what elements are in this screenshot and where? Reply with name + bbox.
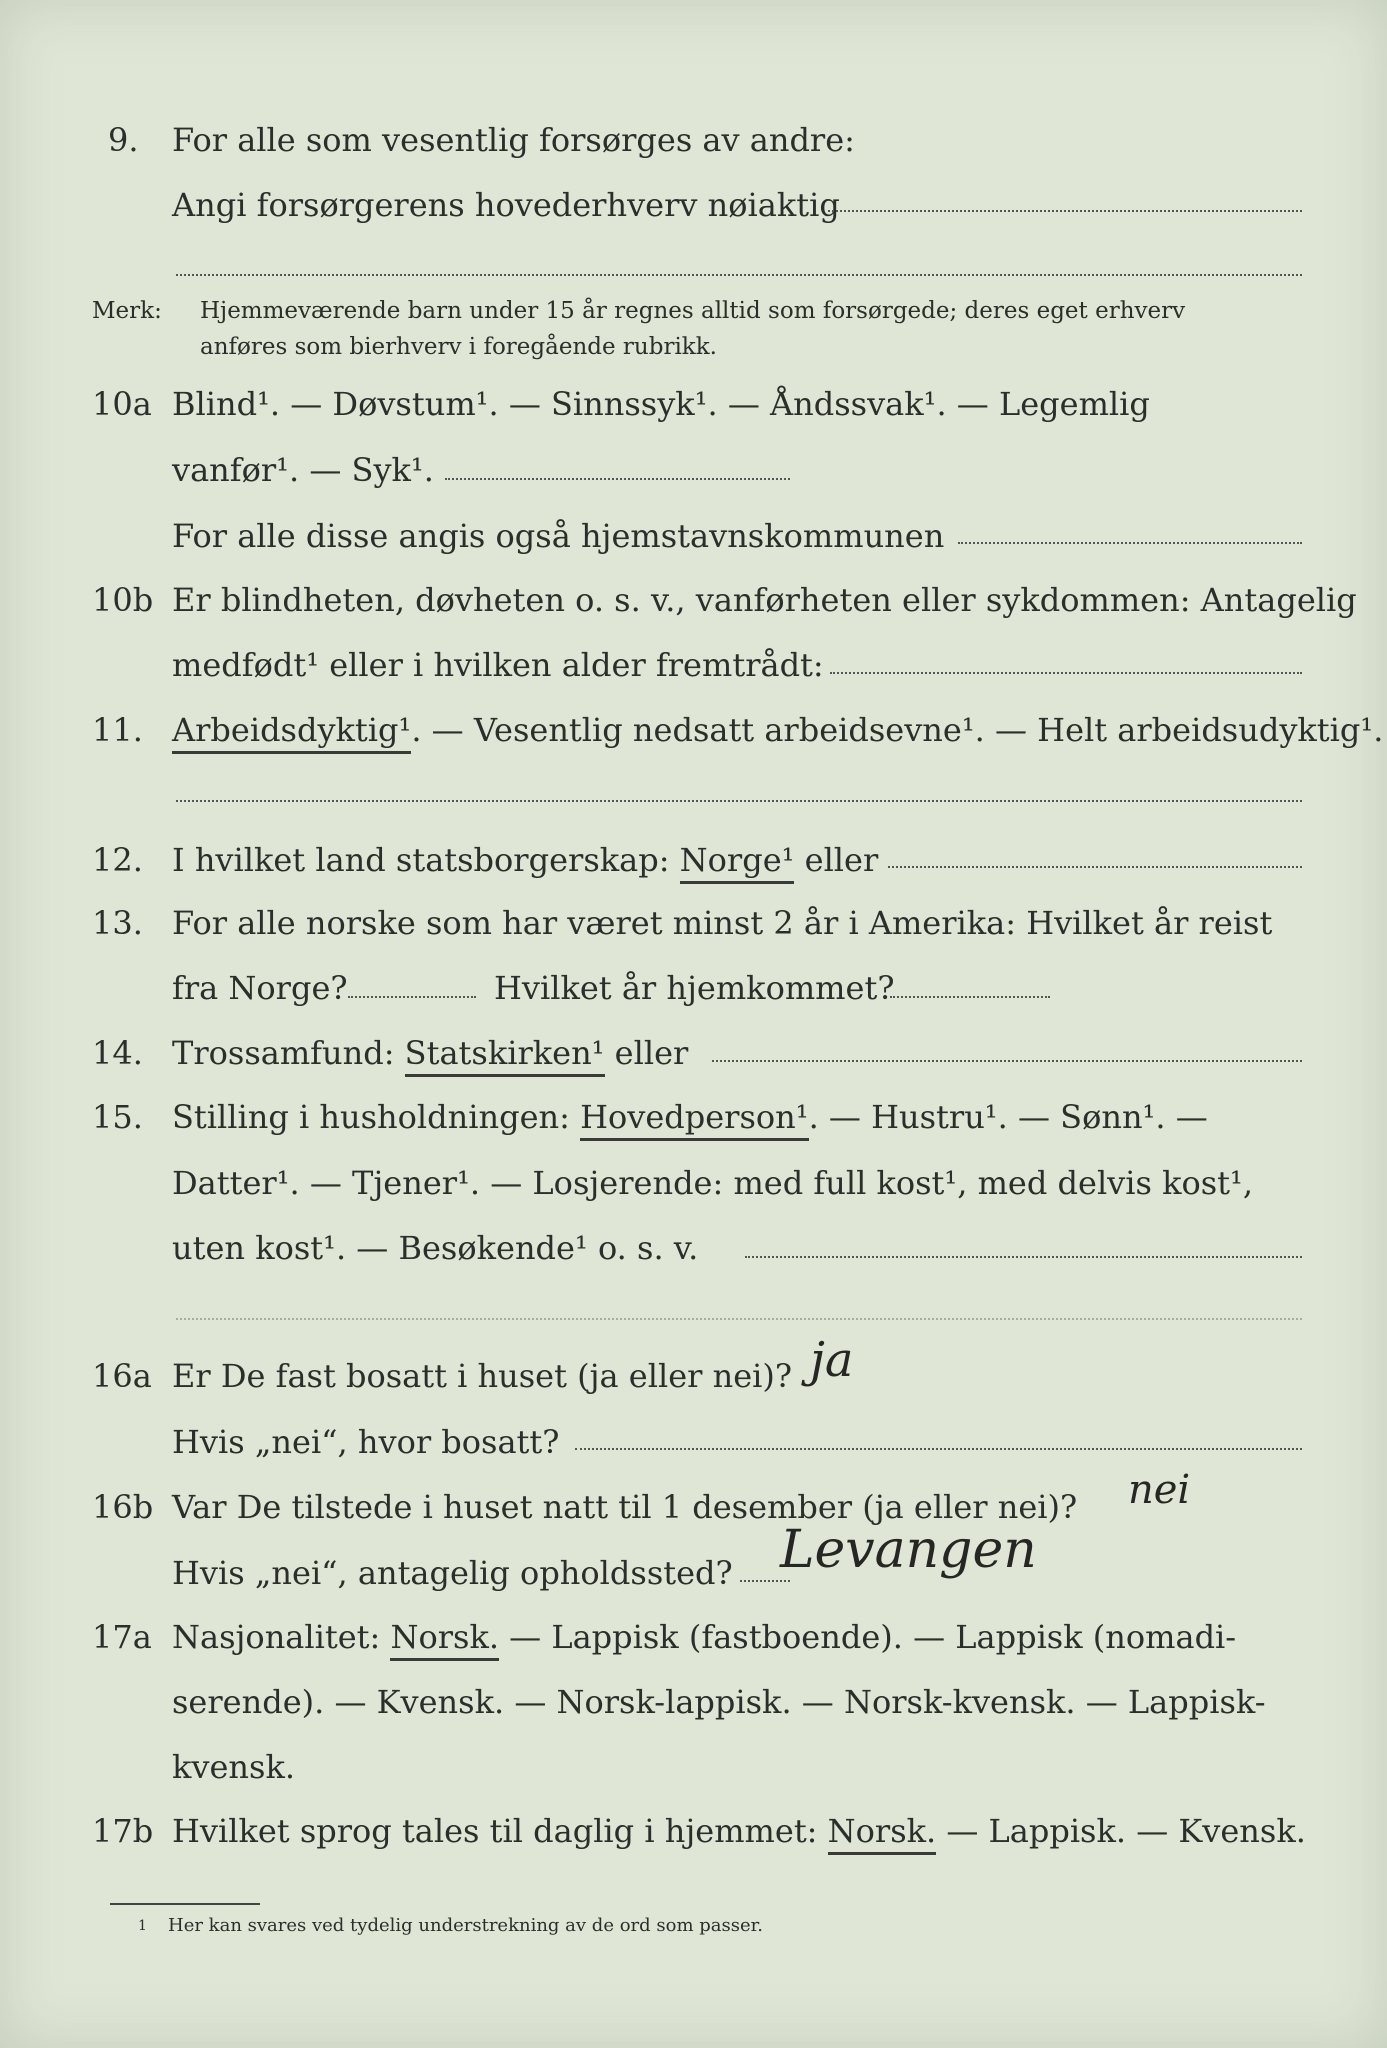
q17a-text-line3: kvensk. — [172, 1748, 295, 1786]
q13-text-line2b: Hvilket år hjemkommet? — [494, 969, 895, 1007]
question-number-11: 11. — [92, 711, 143, 749]
question-number-15: 15. — [92, 1098, 143, 1136]
q16b-text-line2: Hvis „nei“, antagelig opholdssted? — [172, 1554, 733, 1592]
q16a-answer-handwritten[interactable]: ja — [810, 1332, 854, 1388]
footnote-text: Her kan svares ved tydelig understrekning av de ord som passer. — [168, 1915, 763, 1936]
q9-answer-line-2[interactable] — [176, 274, 1302, 276]
q9-text-line1: For alle som vesentlig forsørges av andre: — [172, 121, 855, 159]
question-number-13: 13. — [92, 904, 143, 942]
question-number-10b: 10b — [92, 581, 154, 619]
q11-option-arbeidsdyktig[interactable]: Arbeidsdyktig¹ — [172, 711, 411, 754]
q17b-text-pre: Hvilket sprog tales til daglig i hjemmet: — [172, 1812, 818, 1850]
q16b-answer2-handwritten[interactable]: Levangen — [780, 1520, 1037, 1580]
q13-text-line1: For alle norske som har været minst 2 år i Amerika: Hvilket år reist — [172, 904, 1273, 942]
q15-text-line1 — [172, 1097, 1208, 1137]
q17a-option-norsk[interactable]: Norsk. — [390, 1618, 499, 1661]
q10a-text-line2: vanfør¹. — Syk¹. — [172, 451, 434, 489]
q15-text-line1-rest: . — Hustru¹. — Sønn¹. — — [808, 1098, 1208, 1136]
q13-hjemkommet-line[interactable] — [890, 996, 1050, 998]
merk-text-line1: Hjemmeværende barn under 15 år regnes alltid som forsørgede; deres eget erhverv — [200, 298, 1186, 324]
q14-text-post: eller — [614, 1034, 689, 1072]
q17b-option-norsk[interactable]: Norsk. — [828, 1812, 937, 1855]
q10a-answer-line[interactable] — [445, 478, 790, 480]
q9-text-line2: Angi forsørgerens hovederhverv nøiaktig — [172, 186, 840, 224]
q10a-text-line1: Blind¹. — Døvstum¹. — Sinnssyk¹. — Åndssvak¹. — Legemlig — [172, 385, 1150, 423]
q11-text-rest: . — Vesentlig nedsatt arbeidsevne¹. — Helt arbeidsudyktig¹. — [411, 711, 1384, 749]
q13-reist-line[interactable] — [348, 996, 476, 998]
q14-text-pre: Trossamfund: — [172, 1034, 395, 1072]
merk-text-line2: anføres som bierhverv i foregående rubrikk. — [200, 334, 717, 360]
q13-text-line2a: fra Norge? — [172, 969, 348, 1007]
question-number-17a: 17a — [92, 1618, 152, 1656]
q16a-text-line1: Er De fast bosatt i huset (ja eller nei)? — [172, 1357, 793, 1395]
q14-text — [172, 1033, 688, 1073]
q16a-text-line2: Hvis „nei“, hvor bosatt? — [172, 1423, 560, 1461]
question-number-9: 9. — [108, 121, 139, 159]
footnote-mark: 1 — [138, 1918, 147, 1934]
q12-text-pre: I hvilket land statsborgerskap: — [172, 841, 670, 879]
q10a-text-line3: For alle disse angis også hjemstavnskommunen — [172, 517, 945, 555]
q16b-answer-line[interactable] — [740, 1580, 790, 1582]
question-number-16a: 16a — [92, 1357, 152, 1395]
q17a-text-pre: Nasjonalitet: — [172, 1618, 381, 1656]
q17b-text — [172, 1811, 1306, 1851]
q15-text-line2: Datter¹. — Tjener¹. — Losjerende: med full kost¹, med delvis kost¹, — [172, 1164, 1254, 1202]
q12-text-post: eller — [804, 841, 879, 879]
q17a-text-line1-rest: — Lappisk (fastboende). — Lappisk (nomadi- — [509, 1618, 1237, 1656]
q10b-text-line2: medfødt¹ eller i hvilken alder fremtrådt: — [172, 646, 824, 684]
q17a-text-line1 — [172, 1617, 1236, 1657]
q17a-text-line2: serende). — Kvensk. — Norsk-lappisk. — Norsk-kvensk. — Lappisk- — [172, 1683, 1266, 1721]
question-number-16b: 16b — [92, 1488, 154, 1526]
q11-text — [172, 710, 1383, 750]
question-number-17b: 17b — [92, 1812, 154, 1850]
q9-answer-line[interactable] — [828, 210, 1302, 212]
q16b-text-line1: Var De tilstede i huset natt til 1 desember (ja eller nei)? — [172, 1488, 1078, 1526]
q12-option-norge[interactable]: Norge¹ — [680, 841, 795, 884]
q17b-text-post: — Lappisk. — Kvensk. — [946, 1812, 1306, 1850]
q15-answer-line[interactable] — [745, 1256, 1302, 1258]
q14-answer-line[interactable] — [712, 1060, 1302, 1062]
q15-text-pre: Stilling i husholdningen: — [172, 1098, 570, 1136]
q12-answer-line[interactable] — [888, 866, 1302, 868]
q10b-answer-line[interactable] — [830, 672, 1302, 674]
q16a-answer-line[interactable] — [575, 1448, 1302, 1450]
q14-option-statskirken[interactable]: Statskirken¹ — [405, 1034, 605, 1077]
q11-answer-line[interactable] — [176, 800, 1302, 802]
q15-text-line3: uten kost¹. — Besøkende¹ o. s. v. — [172, 1229, 699, 1267]
q16b-answer1-handwritten[interactable]: nei — [1128, 1467, 1191, 1513]
q10b-text-line1: Er blindheten, døvheten o. s. v., vanførheten eller sykdommen: Antagelig — [172, 581, 1357, 619]
q12-text — [172, 840, 878, 880]
question-number-12: 12. — [92, 841, 143, 879]
question-number-14: 14. — [92, 1034, 143, 1072]
question-number-10a: 10a — [92, 385, 152, 423]
merk-label: Merk: — [92, 298, 162, 324]
q15-option-hovedperson[interactable]: Hovedperson¹ — [580, 1098, 809, 1141]
q10a-kommune-line[interactable] — [958, 542, 1302, 544]
footnote-divider — [110, 1903, 260, 1905]
q15-answer-line-2[interactable] — [176, 1318, 1302, 1320]
